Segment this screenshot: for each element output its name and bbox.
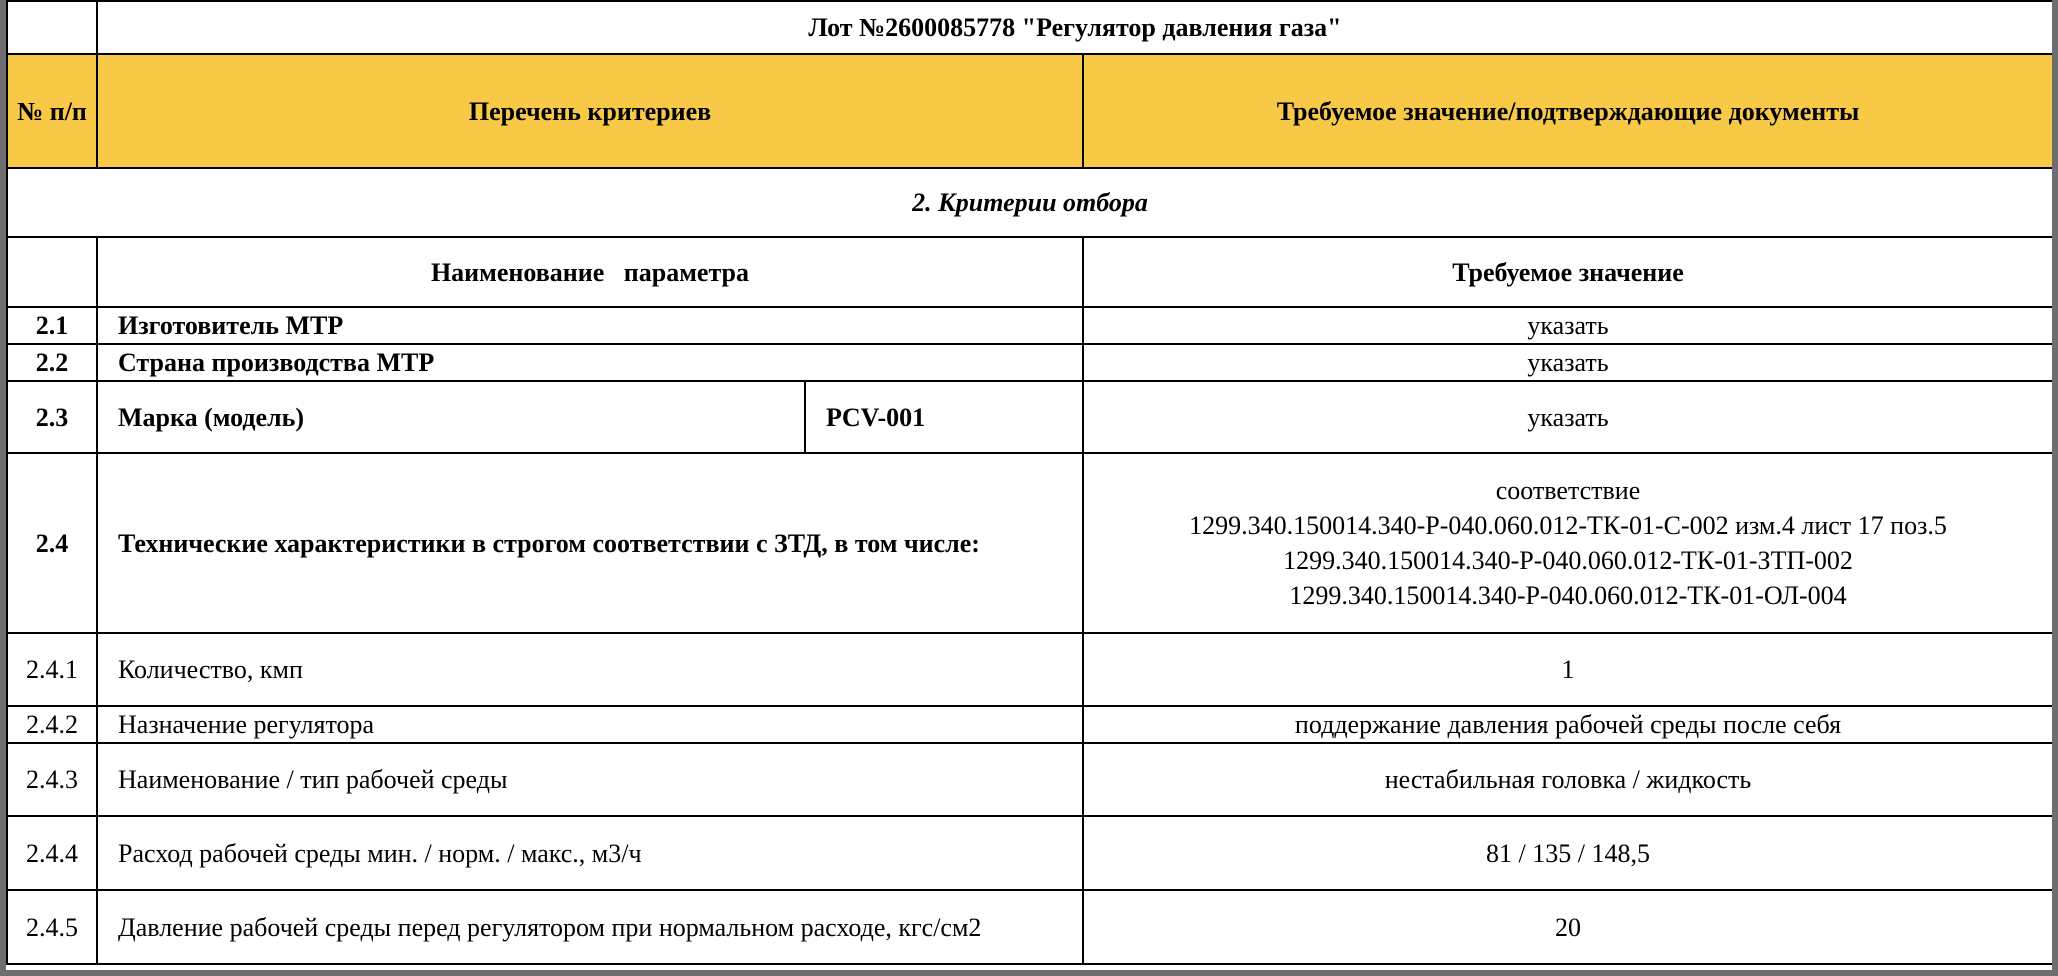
row-label[interactable]: Давление рабочей среды перед регулятором при нормальном расходе, кгс/см2	[97, 890, 1083, 964]
table-row	[7, 307, 2052, 344]
title-row	[7, 1, 2052, 54]
header-criteria[interactable]: Перечень критериев	[97, 54, 1083, 168]
value-line: 1299.340.150014.340-Р-040.060.012-ТК-01-С-002 изм.4 лист 17 поз.5	[1189, 511, 1947, 540]
table-row	[7, 706, 2052, 743]
value-line: 1299.340.150014.340-Р-040.060.012-ТК-01-ОЛ-004	[1289, 581, 1847, 610]
row-label[interactable]: Изготовитель МТР	[97, 307, 1083, 344]
section-title[interactable]: 2. Критерии отбора	[7, 168, 2052, 237]
row-value[interactable]: нестабильная головка / жидкость	[1083, 743, 2052, 816]
header-num[interactable]: № п/п	[7, 54, 97, 168]
table-row	[7, 453, 2052, 633]
table-row	[7, 381, 2052, 453]
subheader-param[interactable]: Наименование параметра	[97, 237, 1083, 307]
row-label[interactable]: Технические характеристики в строгом соответствии с ЗТД, в том числе:	[97, 453, 1083, 633]
row-label[interactable]: Страна производства МТР	[97, 344, 1083, 381]
row-num[interactable]: 2.2	[7, 344, 97, 381]
row-num[interactable]: 2.4.5	[7, 890, 97, 964]
subheader-value[interactable]: Требуемое значение	[1083, 237, 2052, 307]
row-num[interactable]: 2.4	[7, 453, 97, 633]
row-value[interactable]: поддержание давления рабочей среды после себя	[1083, 706, 2052, 743]
row-value[interactable]: 81 / 135 / 148,5	[1083, 816, 2052, 890]
criteria-table	[6, 0, 2052, 965]
table-row	[7, 344, 2052, 381]
row-num[interactable]: 2.4.1	[7, 633, 97, 706]
value-line: 1299.340.150014.340-Р-040.060.012-ТК-01-ЗТП-002	[1283, 546, 1853, 575]
table-row	[7, 633, 2052, 706]
row-value[interactable]: указать	[1083, 381, 2052, 453]
row-label[interactable]: Назначение регулятора	[97, 706, 1083, 743]
row-num[interactable]: 2.1	[7, 307, 97, 344]
header-row	[7, 54, 2052, 168]
row-label[interactable]: Наименование / тип рабочей среды	[97, 743, 1083, 816]
table-row	[7, 743, 2052, 816]
value-line: соответствие	[1495, 476, 1641, 505]
row-num[interactable]: 2.4.4	[7, 816, 97, 890]
row-value[interactable]: 20	[1083, 890, 2052, 964]
row-num[interactable]: 2.4.2	[7, 706, 97, 743]
subheader-num-cell[interactable]	[7, 237, 97, 307]
row-num[interactable]: 2.3	[7, 381, 97, 453]
row-value[interactable]: указать	[1083, 307, 2052, 344]
lot-title[interactable]: Лот №2600085778 "Регулятор давления газа"	[97, 1, 2052, 54]
row-label[interactable]: Расход рабочей среды мин. / норм. / макс., м3/ч	[97, 816, 1083, 890]
model-code[interactable]: PCV-001	[805, 381, 1083, 453]
row-num[interactable]: 2.4.3	[7, 743, 97, 816]
table-row	[7, 816, 2052, 890]
section-row	[7, 168, 2052, 237]
row-value[interactable]	[1083, 453, 2052, 633]
header-value[interactable]: Требуемое значение/подтверждающие документы	[1083, 54, 2052, 168]
row-value[interactable]: 1	[1083, 633, 2052, 706]
table-row	[7, 890, 2052, 964]
subheader-row	[7, 237, 2052, 307]
row-value[interactable]: указать	[1083, 344, 2052, 381]
spreadsheet-view	[6, 0, 2052, 970]
row-label[interactable]: Марка (модель)	[97, 381, 805, 453]
row-label[interactable]: Количество, кмп	[97, 633, 1083, 706]
title-corner-cell[interactable]	[7, 1, 97, 54]
